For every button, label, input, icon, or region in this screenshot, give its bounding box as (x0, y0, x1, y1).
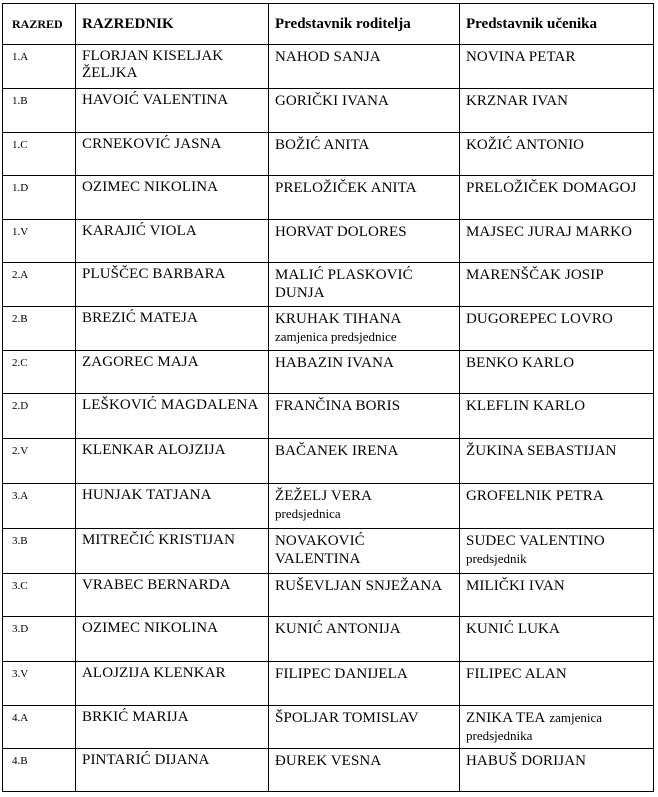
parent-representative-name: ŠPOLJAR TOMISLAV (275, 710, 419, 726)
parent-rep-cell-content (269, 617, 459, 640)
cell-razred (3, 351, 76, 394)
cell-razrednik (76, 220, 269, 263)
cell-razrednik (76, 176, 269, 220)
parent-representative-name: BAČANEK IRENA (275, 443, 399, 459)
class-label: 3.A (12, 490, 29, 502)
parent-rep-cell-content (269, 220, 459, 243)
table-row (3, 662, 654, 706)
cell-roditelj (269, 662, 460, 706)
parent-representative-name: RUŠEVLJAN SNJEŽANA (275, 578, 443, 594)
student-representative-name: BENKO KARLO (466, 355, 575, 371)
parent-rep-cell-content (269, 484, 459, 524)
homeroom-teacher-name: HAVOIĆ VALENTINA (82, 92, 229, 108)
cell-roditelj (269, 529, 460, 574)
cell-roditelj (269, 220, 460, 263)
parent-rep-cell-content (269, 662, 459, 685)
parent-representative-name: MALIĆ PLASKOVIĆ DUNJA (275, 267, 413, 301)
parent-rep-cell-content (269, 89, 459, 112)
student-representative-name: FILIPEC ALAN (466, 666, 567, 682)
homeroom-teacher-name: ALOJZIJA KLENKAR (82, 665, 226, 681)
cell-razrednik (76, 749, 269, 792)
cell-ucenik (460, 133, 654, 176)
student-representative-name: MAJSEC JURAJ MARKO (466, 224, 633, 240)
student-rep-cell-content (460, 529, 653, 569)
class-label: 2.B (12, 313, 28, 325)
class-label: 2.A (12, 269, 29, 281)
header-razred (3, 4, 76, 45)
cell-razred (3, 706, 76, 749)
cell-razrednik (76, 574, 269, 617)
cell-roditelj (269, 307, 460, 351)
homeroom-teacher-name: PLUŠČEC BARBARA (82, 266, 226, 282)
class-label: 1.B (12, 95, 28, 107)
student-representative-name: PRELOŽIČEK DOMAGOJ (466, 180, 637, 196)
class-label: 3.B (12, 535, 28, 547)
parent-rep-cell-content (269, 263, 459, 304)
cell-razrednik (76, 351, 269, 394)
class-label: 2.V (12, 445, 29, 457)
parent-rep-cell-content (269, 307, 459, 347)
homeroom-teacher-name: LEŠKOVIĆ MAGDALENA (82, 397, 259, 413)
cell-razred (3, 45, 76, 89)
homeroom-teacher-name: OZIMEC NIKOLINA (82, 179, 219, 195)
class-label: 2.D (12, 400, 29, 412)
cell-razrednik (76, 706, 269, 749)
homeroom-teacher-name: PINTARIĆ DIJANA (82, 752, 210, 768)
parent-rep-role-note: zamjenica predsjednice (275, 329, 397, 344)
parent-representative-name: KRUHAK TIHANA (275, 311, 402, 327)
parent-representative-name: ĐUREK VESNA (275, 753, 382, 769)
student-rep-cell-content (460, 662, 653, 685)
cell-razrednik (76, 484, 269, 529)
cell-roditelj (269, 749, 460, 792)
student-representative-name: MARENŠČAK JOSIP (466, 267, 604, 283)
cell-roditelj (269, 439, 460, 484)
cell-ucenik (460, 617, 654, 662)
class-label: 4.B (12, 755, 28, 767)
homeroom-teacher-name: BREZIĆ MATEJA (82, 310, 198, 326)
cell-ucenik (460, 749, 654, 792)
student-rep-cell-content (460, 394, 653, 417)
homeroom-teacher-name: BRKIĆ MARIJA (82, 709, 189, 725)
cell-razred (3, 263, 76, 307)
cell-razrednik (76, 617, 269, 662)
homeroom-teacher-name: KARAJIĆ VIOLA (82, 223, 197, 239)
cell-roditelj (269, 263, 460, 307)
cell-ucenik (460, 574, 654, 617)
parent-rep-cell-content (269, 749, 459, 772)
cell-razred (3, 307, 76, 351)
cell-roditelj (269, 617, 460, 662)
cell-razred (3, 133, 76, 176)
parent-representative-name: GORIČKI IVANA (275, 93, 389, 109)
cell-razrednik (76, 89, 269, 133)
parent-rep-cell-content (269, 574, 459, 597)
table-row (3, 45, 654, 89)
cell-roditelj (269, 574, 460, 617)
cell-ucenik (460, 89, 654, 133)
table-row (3, 89, 654, 133)
table-row (3, 617, 654, 662)
table-row (3, 307, 654, 351)
parent-rep-role-note: predsjednica (275, 506, 341, 521)
student-rep-role-note: zamjenica predsjednika (466, 710, 603, 743)
homeroom-teacher-name: OZIMEC NIKOLINA (82, 620, 219, 636)
cell-ucenik (460, 662, 654, 706)
parent-rep-cell-content (269, 176, 459, 199)
cell-ucenik (460, 45, 654, 89)
class-label: 2.C (12, 357, 28, 369)
class-label: 4.A (12, 712, 29, 724)
cell-razrednik (76, 439, 269, 484)
header-roditelj (269, 4, 460, 45)
homeroom-teacher-name: ZAGOREC MAJA (82, 354, 199, 370)
parent-representative-name: HORVAT DOLORES (275, 224, 407, 240)
cell-razred (3, 439, 76, 484)
header-ucenik-label: Predstavnik učenika (466, 15, 597, 32)
table-row (3, 351, 654, 394)
parent-rep-cell-content (269, 45, 459, 68)
homeroom-teacher-name: CRNEKOVIĆ JASNA (82, 136, 222, 152)
student-representative-name: HABUŠ DORIJAN (466, 753, 587, 769)
parent-rep-cell-content (269, 439, 459, 462)
homeroom-teacher-name: VRABEC BERNARDA (82, 577, 231, 593)
cell-ucenik (460, 351, 654, 394)
parent-representative-name: FRANČINA BORIS (275, 398, 401, 414)
parent-representative-name: HABAZIN IVANA (275, 355, 394, 371)
student-representative-name: KUNIĆ LUKA (466, 621, 560, 637)
cell-ucenik (460, 263, 654, 307)
cell-razred (3, 220, 76, 263)
cell-razred (3, 617, 76, 662)
cell-roditelj (269, 133, 460, 176)
table-row (3, 574, 654, 617)
cell-razred (3, 89, 76, 133)
parent-representative-name: BOŽIĆ ANITA (275, 137, 370, 153)
cell-ucenik (460, 220, 654, 263)
table-row (3, 220, 654, 263)
table-row (3, 176, 654, 220)
student-representative-name: DUGOREPEC LOVRO (466, 311, 613, 327)
student-representative-name: ŽUKINA SEBASTIJAN (466, 443, 617, 459)
student-rep-cell-content (460, 617, 653, 640)
cell-roditelj (269, 176, 460, 220)
cell-razred (3, 484, 76, 529)
class-label: 3.V (12, 668, 29, 680)
class-label: 1.D (12, 182, 29, 194)
header-roditelj-label: Predstavnik roditelja (275, 15, 411, 32)
cell-roditelj (269, 394, 460, 439)
class-label: 1.A (12, 51, 29, 63)
cell-ucenik (460, 706, 654, 749)
parent-representative-name: KUNIĆ ANTONIJA (275, 621, 401, 637)
header-ucenik (460, 4, 654, 45)
student-representative-name: KLEFLIN KARLO (466, 398, 586, 414)
cell-razrednik (76, 394, 269, 439)
cell-ucenik (460, 529, 654, 574)
table-header-row (3, 4, 654, 45)
class-label: 3.D (12, 623, 29, 635)
cell-razred (3, 749, 76, 792)
cell-ucenik (460, 484, 654, 529)
parent-representative-name: NOVAKOVIĆ VALENTINA (275, 533, 365, 567)
homeroom-teacher-name: FLORJAN KISELJAK ŽELJKA (82, 48, 224, 81)
table-body (3, 45, 654, 792)
homeroom-teacher-name: HUNJAK TATJANA (82, 487, 212, 503)
student-representative-name: ZNIKA TEA (466, 710, 546, 726)
cell-ucenik (460, 439, 654, 484)
cell-razrednik (76, 263, 269, 307)
cell-roditelj (269, 706, 460, 749)
parent-rep-cell-content (269, 133, 459, 156)
student-rep-cell-content (460, 263, 653, 286)
class-label: 1.V (12, 226, 29, 238)
parent-rep-cell-content (269, 706, 459, 729)
student-rep-cell-content (460, 220, 653, 243)
student-rep-cell-content (460, 89, 653, 112)
cell-roditelj (269, 89, 460, 133)
student-representative-name: MILIČKI IVAN (466, 578, 565, 594)
student-rep-cell-content (460, 706, 653, 746)
student-rep-cell-content (460, 439, 653, 462)
class-representatives-table (2, 3, 654, 792)
cell-razred (3, 394, 76, 439)
parent-rep-cell-content (269, 394, 459, 417)
parent-rep-cell-content (269, 529, 459, 570)
cell-ucenik (460, 176, 654, 220)
homeroom-teacher-name: MITREČIĆ KRISTIJAN (82, 532, 236, 548)
student-rep-role-note: predsjednik (466, 551, 527, 566)
cell-razrednik (76, 133, 269, 176)
student-representative-name: SUDEC VALENTINO (466, 533, 605, 549)
parent-representative-name: PRELOŽIČEK ANITA (275, 180, 417, 196)
student-rep-cell-content (460, 351, 653, 374)
header-razrednik (76, 4, 269, 45)
table-row (3, 749, 654, 792)
cell-razred (3, 176, 76, 220)
parent-representative-name: NAHOD SANJA (275, 49, 381, 65)
table-row (3, 529, 654, 574)
cell-razred (3, 574, 76, 617)
student-rep-cell-content (460, 749, 653, 772)
parent-representative-name: ŽEŽELJ VERA (275, 488, 373, 504)
student-rep-cell-content (460, 307, 653, 330)
table-row (3, 706, 654, 749)
student-rep-cell-content (460, 574, 653, 597)
table-row (3, 394, 654, 439)
cell-roditelj (269, 351, 460, 394)
student-representative-name: GROFELNIK PETRA (466, 488, 604, 504)
cell-razred (3, 662, 76, 706)
table-row (3, 439, 654, 484)
student-rep-cell-content (460, 484, 653, 507)
cell-razred (3, 529, 76, 574)
class-label: 1.C (12, 139, 28, 151)
student-rep-cell-content (460, 133, 653, 156)
homeroom-teacher-name: KLENKAR ALOJZIJA (82, 442, 226, 458)
table-row (3, 484, 654, 529)
table-row (3, 263, 654, 307)
parent-rep-cell-content (269, 351, 459, 374)
student-rep-cell-content (460, 45, 653, 68)
cell-razrednik (76, 45, 269, 89)
class-label: 3.C (12, 580, 28, 592)
table-row (3, 133, 654, 176)
cell-roditelj (269, 484, 460, 529)
cell-ucenik (460, 307, 654, 351)
student-representative-name: KOŽIĆ ANTONIO (466, 137, 585, 153)
cell-razrednik (76, 529, 269, 574)
parent-representative-name: FILIPEC DANIJELA (275, 666, 408, 682)
cell-razrednik (76, 307, 269, 351)
student-representative-name: NOVINA PETAR (466, 49, 576, 65)
cell-ucenik (460, 394, 654, 439)
cell-roditelj (269, 45, 460, 89)
student-representative-name: KRZNAR IVAN (466, 93, 569, 109)
header-razred-label: RAZRED (12, 16, 63, 31)
cell-razrednik (76, 662, 269, 706)
header-razrednik-label: RAZREDNIK (82, 15, 174, 32)
student-rep-cell-content (460, 176, 653, 199)
